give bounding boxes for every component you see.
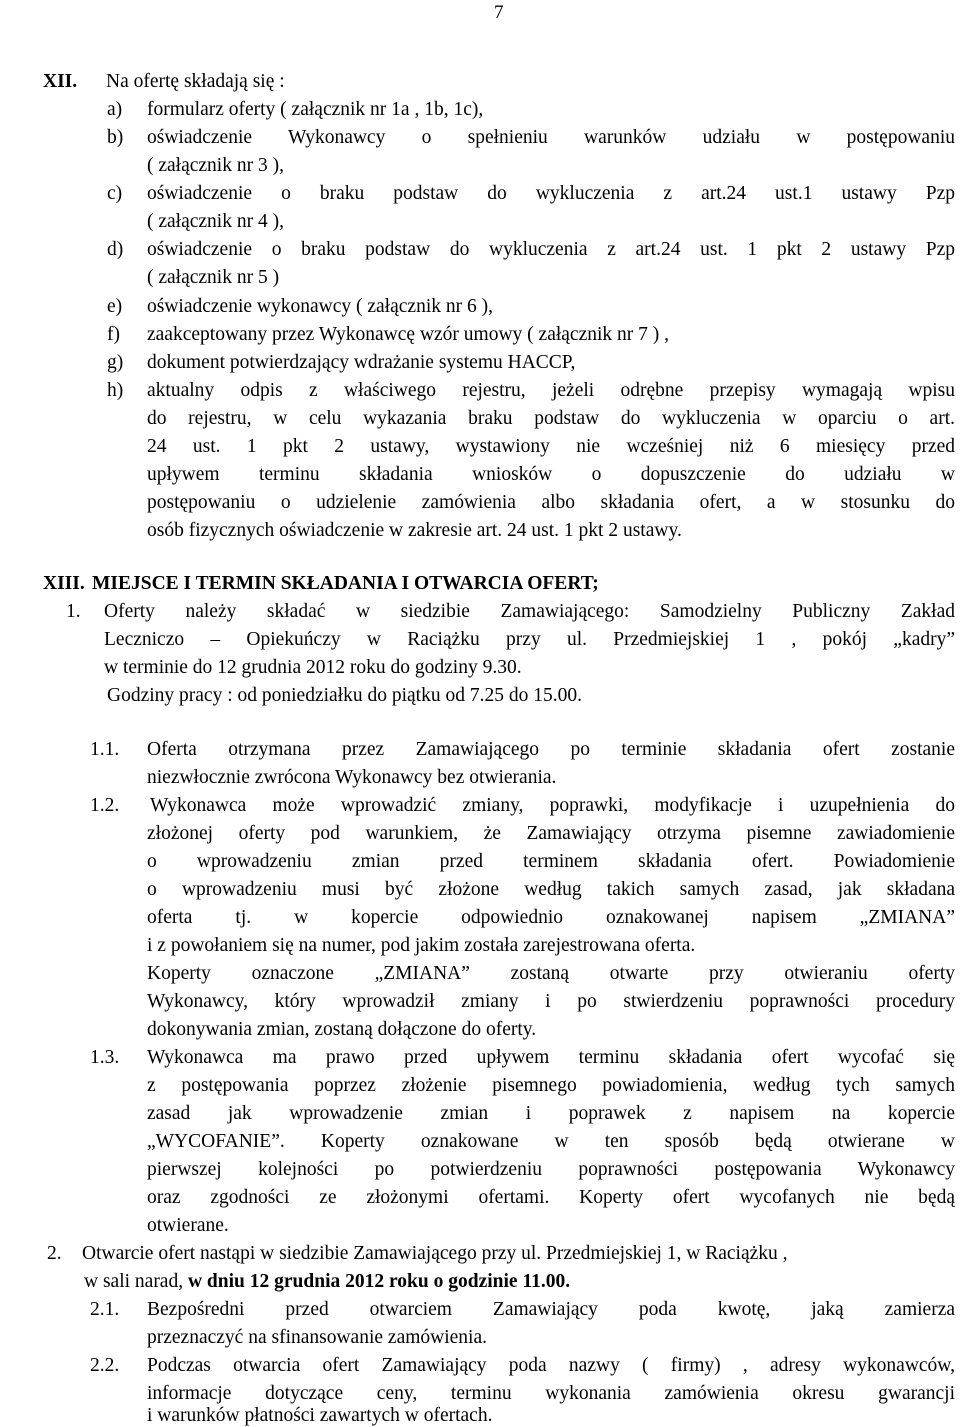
paragraph-1-line: Oferty należy składać w siedzibie Zamawiającego: Samodzielny Publiczny Zakład <box>104 602 955 622</box>
paragraph-2-label: 2. <box>47 1243 62 1264</box>
paragraph-1-2-line: oferta tj. w kopercie odpowiednio oznakowanej napisem „ZMIANA” <box>147 908 955 928</box>
section-xii-number: XII. <box>43 71 78 92</box>
paragraph-2-date-time: w dniu 12 grudnia 2012 roku o godzinie 11.00. <box>187 1271 571 1292</box>
paragraph-2-2-line: informacje dotyczące ceny, terminu wykonania zamówienia okresu gwarancji <box>147 1384 955 1404</box>
paragraph-1-2-label: 1.2. <box>90 795 120 816</box>
item-h-line: postępowaniu o udzielenie zamówienia albo składania ofert, a w stosunku do <box>147 493 955 513</box>
item-label-b: b) <box>107 127 124 148</box>
paragraph-1-2-line: i z powołaniem się na numer, pod jakim została zarejestrowana oferta. <box>147 935 696 956</box>
item-c-line: oświadczenie o braku podstaw do wykluczenia z art.24 ust.1 ustawy Pzp <box>147 184 955 204</box>
paragraph-1-3-line: otwierane. <box>147 1215 229 1236</box>
item-d-line: oświadczenie o braku podstaw do wykluczenia z art.24 ust. 1 pkt 2 ustawy Pzp <box>147 240 955 260</box>
paragraph-2-line <box>84 1272 570 1292</box>
item-h-line: upływem terminu składania wniosków o dopuszczenie do udziału w <box>147 465 955 485</box>
item-d-line: ( załącznik nr 5 ) <box>147 267 280 288</box>
item-label-f: f) <box>107 324 120 345</box>
item-h-line: 24 ust. 1 pkt 2 ustawy, wystawiony nie wcześniej niż 6 miesięcy przed <box>147 437 955 457</box>
paragraph-1-2-line: o wprowadzeniu musi być złożone według takich samych zasad, jak składana <box>147 880 955 900</box>
item-h-line: aktualny odpis z właściwego rejestru, jeżeli odrębne przepisy wymagają wpisu <box>147 381 955 401</box>
paragraph-1-line: Leczniczo – Opiekuńczy w Raciążku przy ul. Przedmiejskiej 1 , pokój „kadry” <box>104 630 955 650</box>
item-label-c: c) <box>107 183 123 204</box>
paragraph-1-3-line: zasad jak wprowadzenie zmian i poprawek z napisem na kopercie <box>147 1104 955 1124</box>
item-label-a: a) <box>107 99 123 120</box>
page-number: 7 <box>494 2 504 23</box>
paragraph-2-venue: w sali narad, <box>84 1271 184 1292</box>
paragraph-1-2-line: Koperty oznaczone „ZMIANA” zostaną otwarte przy otwieraniu oferty <box>147 964 955 984</box>
paragraph-1-2-line: o wprowadzeniu zmian przed terminem składania ofert. Powiadomienie <box>147 852 955 872</box>
paragraph-1-label: 1. <box>66 601 81 622</box>
item-h-line: osób fizycznych oświadczenie w zakresie art. 24 ust. 1 pkt 2 ustawy. <box>147 520 682 541</box>
paragraph-1-line: w terminie do 12 grudnia 2012 roku do godziny 9.30. <box>104 657 522 678</box>
paragraph-1-2-line: złożonej oferty pod warunkiem, że Zamawiający otrzyma pisemne zawiadomienie <box>147 824 955 844</box>
item-h-line: do rejestru, w celu wykazania braku podstaw do wykluczenia w oparciu o art. <box>147 409 955 429</box>
paragraph-1-2-line: Wykonawca może wprowadzić zmiany, poprawki, modyfikacje i uzupełnienia do <box>150 796 955 816</box>
paragraph-2-line: Otwarcie ofert nastąpi w siedzibie Zamawiającego przy ul. Przedmiejskiej 1, w Raciążku , <box>82 1243 788 1264</box>
section-xii-heading: Na ofertę składają się : <box>106 71 285 92</box>
paragraph-2-1-line: Bezpośredni przed otwarciem Zamawiający poda kwotę, jaką zamierza <box>147 1300 955 1320</box>
paragraph-2-2-line: Podczas otwarcia ofert Zamawiający poda nazwy ( firmy) , adresy wykonawców, <box>147 1356 955 1376</box>
paragraph-2-2-line: i warunków płatności zawartych w ofertach. <box>147 1405 493 1426</box>
item-g-line: dokument potwierdzający wdrażanie systemu HACCP, <box>147 352 576 373</box>
item-label-h: h) <box>107 380 124 401</box>
item-a-line: formularz oferty ( załącznik nr 1a , 1b, 1c), <box>147 99 484 120</box>
paragraph-1-2-line: Wykonawcy, który wprowadził zmiany i po stwierdzeniu poprawności procedury <box>147 992 955 1012</box>
item-label-g: g) <box>107 352 124 373</box>
paragraph-1-3-line: oraz zgodności ze złożonymi ofertami. Koperty ofert wycofanych nie będą <box>147 1188 955 1208</box>
paragraph-1-3-line: Wykonawca ma prawo przed upływem terminu składania ofert wycofać się <box>147 1048 955 1068</box>
paragraph-1-3-label: 1.3. <box>90 1047 120 1068</box>
item-f-line: zaakceptowany przez Wykonawcę wzór umowy ( załącznik nr 7 ) , <box>147 324 670 345</box>
item-e-line: oświadczenie wykonawcy ( załącznik nr 6 ), <box>147 296 493 317</box>
paragraph-1-3-line: „WYCOFANIE”. Koperty oznakowane w ten sposób będą otwierane w <box>147 1132 955 1152</box>
item-b-line: oświadczenie Wykonawcy o spełnieniu warunków udziału w postępowaniu <box>147 128 955 148</box>
paragraph-2-2-label: 2.2. <box>90 1355 120 1376</box>
section-xiii-heading: MIEJSCE I TERMIN SKŁADANIA I OTWARCIA OFERT; <box>92 573 599 594</box>
paragraph-1-1-line: Oferta otrzymana przez Zamawiającego po terminie składania ofert zostanie <box>147 740 955 760</box>
item-label-e: e) <box>107 296 123 317</box>
paragraph-2-1-line: przeznaczyć na sfinansowanie zamówienia. <box>147 1327 487 1348</box>
paragraph-1-3-line: z postępowania poprzez złożenie pisemnego powiadomienia, według tych samych <box>147 1076 955 1096</box>
item-label-d: d) <box>107 239 124 260</box>
paragraph-2-1-label: 2.1. <box>90 1299 120 1320</box>
section-xiii-number: XIII. <box>43 573 85 594</box>
paragraph-1-3-line: pierwszej kolejności po potwierdzeniu poprawności postępowania Wykonawcy <box>147 1160 955 1180</box>
paragraph-1-2-line: dokonywania zmian, zostaną dołączone do oferty. <box>147 1019 537 1040</box>
item-c-line: ( załącznik nr 4 ), <box>147 211 284 232</box>
paragraph-1-1-label: 1.1. <box>90 739 120 760</box>
item-b-line: ( załącznik nr 3 ), <box>147 155 284 176</box>
paragraph-1-1-line: niezwłocznie zwrócona Wykonawcy bez otwierania. <box>147 767 557 788</box>
paragraph-1-line: Godziny pracy : od poniedziałku do piątku od 7.25 do 15.00. <box>107 685 582 706</box>
